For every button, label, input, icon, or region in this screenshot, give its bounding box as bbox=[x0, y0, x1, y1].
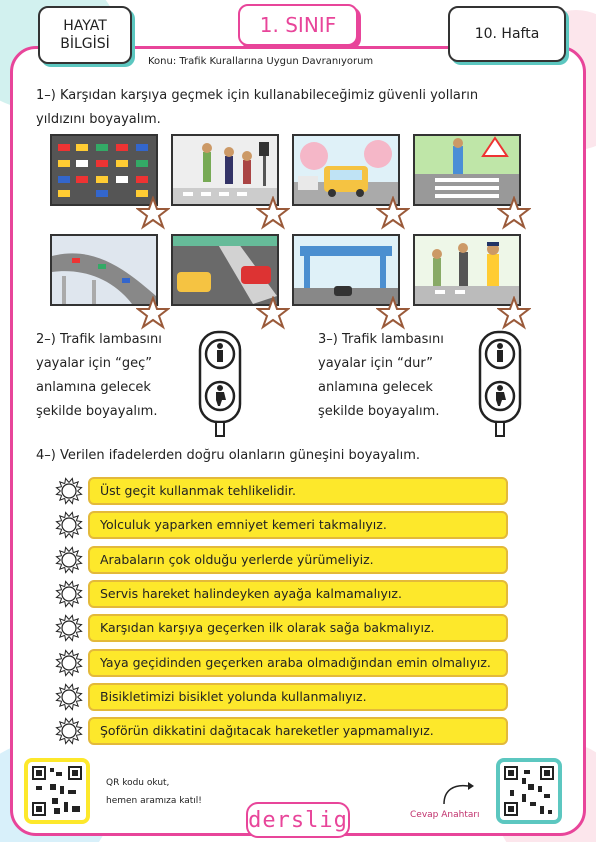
star-icon[interactable] bbox=[497, 196, 531, 230]
question-1-line-1: 1–) Karşıdan karşıya geçmek için kullanabileceğimiz güvenli yolların bbox=[36, 88, 479, 103]
question-2-line-4: şekilde boyayalım. bbox=[36, 404, 158, 419]
question-3-line-3: anlamına gelecek bbox=[318, 380, 433, 395]
curved-arrow-icon bbox=[440, 780, 476, 808]
qr-code-icon bbox=[504, 766, 554, 816]
statement-item: Bisikletimizi bisiklet yolunda kullanmalıyız. bbox=[88, 683, 508, 711]
question-2-line-2: yayalar için “geç” bbox=[36, 356, 152, 371]
question-2-line-1: 2–) Trafik lambasını bbox=[36, 332, 162, 347]
qr-caption bbox=[106, 774, 202, 810]
topic-line: Konu: Trafik Kurallarına Uygun Davranıyorum bbox=[148, 56, 374, 67]
question-3-line-4: şekilde boyayalım. bbox=[318, 404, 440, 419]
statement-item: Karşıdan karşıya geçerken ilk olarak sağa bakmalıyız. bbox=[88, 614, 508, 642]
statement-item: Servis hareket halindeyken ayağa kalmamalıyız. bbox=[88, 580, 508, 608]
star-icon[interactable] bbox=[376, 296, 410, 330]
pedestrian-light-icon[interactable] bbox=[198, 330, 242, 438]
sun-icon[interactable] bbox=[54, 510, 84, 540]
question-1-line-2: yıldızını boyayalım. bbox=[36, 112, 161, 127]
star-icon[interactable] bbox=[256, 196, 290, 230]
week-label: 10. Hafta bbox=[474, 26, 540, 42]
statement-item: Yolculuk yaparken emniyet kemeri takmalıyız. bbox=[88, 511, 508, 539]
qr-code-answer-key[interactable] bbox=[496, 758, 562, 824]
sun-icon[interactable] bbox=[54, 682, 84, 712]
brand-logo[interactable] bbox=[246, 802, 350, 838]
question-3 bbox=[318, 328, 444, 424]
subject-line-1: HAYAT bbox=[63, 18, 107, 34]
subject-line-2: BİLGİSİ bbox=[60, 36, 110, 52]
sun-icon[interactable] bbox=[54, 716, 84, 746]
week-box bbox=[448, 6, 566, 62]
star-icon[interactable] bbox=[136, 196, 170, 230]
qr-code-join[interactable] bbox=[24, 758, 90, 824]
qr-code-icon bbox=[32, 766, 82, 816]
question-3-line-1: 3–) Trafik lambasını bbox=[318, 332, 444, 347]
qr-caption-line-2: hemen aramıza katıl! bbox=[106, 796, 202, 806]
question-4-title: 4–) Verilen ifadelerden doğru olanların güneşini boyayalım. bbox=[36, 448, 421, 463]
question-2 bbox=[36, 328, 162, 424]
question-2-line-3: anlamına gelecek bbox=[36, 380, 151, 395]
star-icon[interactable] bbox=[376, 196, 410, 230]
grade-box bbox=[238, 4, 358, 46]
pedestrian-light-icon[interactable] bbox=[478, 330, 522, 438]
statement-item: Üst geçit kullanmak tehlikelidir. bbox=[88, 477, 508, 505]
grade-label: 1. SINIF bbox=[259, 13, 337, 37]
answer-key-label: Cevap Anahtarı bbox=[410, 810, 480, 820]
star-icon[interactable] bbox=[497, 296, 531, 330]
brand-logo-text: derslig bbox=[248, 807, 348, 833]
sun-icon[interactable] bbox=[54, 648, 84, 678]
sun-icon[interactable] bbox=[54, 579, 84, 609]
question-3-line-2: yayalar için “dur” bbox=[318, 356, 433, 371]
statement-item: Arabaların çok olduğu yerlerde yürümeliyiz. bbox=[88, 546, 508, 574]
star-icon[interactable] bbox=[136, 296, 170, 330]
question-1 bbox=[36, 84, 478, 132]
sun-icon[interactable] bbox=[54, 613, 84, 643]
qr-caption-line-1: QR kodu okut, bbox=[106, 778, 170, 788]
subject-box bbox=[38, 6, 132, 64]
sun-icon[interactable] bbox=[54, 545, 84, 575]
statement-item: Şoförün dikkatini dağıtacak hareketler yapmamalıyız. bbox=[88, 717, 508, 745]
sun-icon[interactable] bbox=[54, 476, 84, 506]
star-icon[interactable] bbox=[256, 296, 290, 330]
statement-item: Yaya geçidinden geçerken araba olmadığından emin olmalıyız. bbox=[88, 649, 508, 677]
